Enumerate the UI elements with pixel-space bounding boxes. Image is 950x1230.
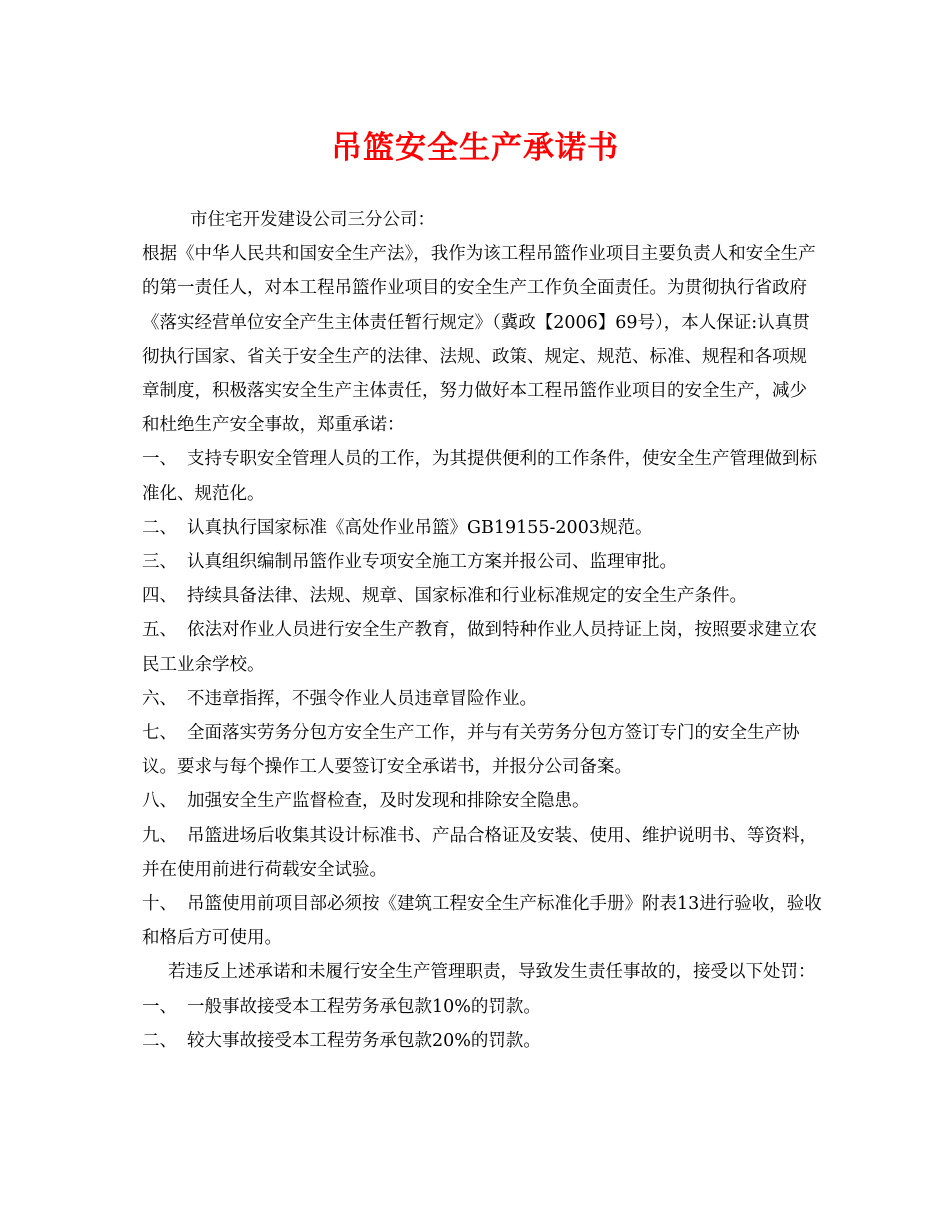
item-text: 较大事故接受本工程劳务承包款20%的罚款。 [187,1030,541,1051]
item-text: 认真执行国家标准《高处作业吊篮》GB19155-2003规范。 [187,517,653,538]
item-text: 依法对作业人员进行安全生产教育，做到特种作业人员持证上岗，按照要求建立农民工业余学校。 [142,620,817,675]
penalty-item-2 [142,1024,822,1058]
document-body [142,203,822,1058]
item-text: 加强安全生产监督检查，及时发现和排除安全隐患。 [187,791,590,812]
item-text: 吊篮进场后收集其设计标准书、产品合格证及安装、使用、维护说明书、等资料，并在使用前进行荷载安全试验。 [142,825,817,880]
item-number: 九、 [142,825,177,846]
item-number: 七、 [142,723,177,744]
item-text: 认真组织编制吊篮作业专项安全施工方案并报公司、监理审批。 [187,552,677,573]
item-number: 一、 [142,449,177,470]
item-number: 一、 [142,996,177,1017]
commitment-item-9 [142,819,822,887]
commitment-item-5 [142,613,822,681]
item-text: 支持专职安全管理人员的工作，为其提供便利的工作条件，使安全生产管理做到标准化、规范化。 [142,449,817,504]
penalty-item-1 [142,990,822,1024]
item-text: 吊篮使用前项目部必须按《建筑工程安全生产标准化手册》附表13进行验收，验收和格后方可使用。 [142,894,822,949]
commitment-item-1 [142,442,822,510]
item-text: 全面落实劳务分包方安全生产工作，并与有关劳务分包方签订专门的安全生产协议。要求与每个操作工人要签订安全承诺书，并报分公司备案。 [142,723,800,778]
item-text: 不违章指挥，不强令作业人员违章冒险作业。 [187,688,537,709]
commitment-item-2 [142,511,822,545]
item-number: 八、 [142,791,177,812]
item-text: 持续具备法律、法规、规章、国家标准和行业标准规定的安全生产条件。 [187,586,747,607]
item-number: 四、 [142,586,177,607]
document-title: 吊篮安全生产承诺书 [331,130,619,166]
penalty-intro: 若违反上述承诺和未履行安全生产管理职责，导致发生责任事故的，接受以下处罚： [168,962,816,983]
addressee: 市住宅开发建设公司三分公司： [190,210,435,230]
commitment-list [142,442,822,955]
commitment-item-6 [142,682,822,716]
item-number: 十、 [142,894,177,915]
commitment-item-4 [142,579,822,613]
penalty-list [142,990,822,1058]
item-number: 六、 [142,688,177,709]
item-number: 三、 [142,552,177,573]
commitment-item-7 [142,716,822,784]
item-number: 五、 [142,620,177,641]
item-number: 二、 [142,1030,177,1051]
item-number: 二、 [142,517,177,538]
commitment-item-8 [142,784,822,818]
item-text: 一般事故接受本工程劳务承包款10%的罚款。 [187,996,541,1017]
commitment-item-3 [142,545,822,579]
intro-paragraph: 根据《中华人民共和国安全生产法》，我作为该工程吊篮作业项目主要负责人和安全生产的第一责任人，对本工程吊篮作业项目的安全生产工作负全面责任。为贯彻执行省政府《落实经营单位安全产生主体责任暂行规定》（冀政【2006】69号），本人保证:认真贯彻执行国家、省关于安全生产的法律、法规、政策、规定、规范、标准、规程和各项规章制度，积极落实安全生产主体责任，努力做好本工程吊篮作业项目的安全生产，减少和杜绝生产安全事故，郑重承诺： [142,244,816,436]
commitment-item-10 [142,887,822,955]
